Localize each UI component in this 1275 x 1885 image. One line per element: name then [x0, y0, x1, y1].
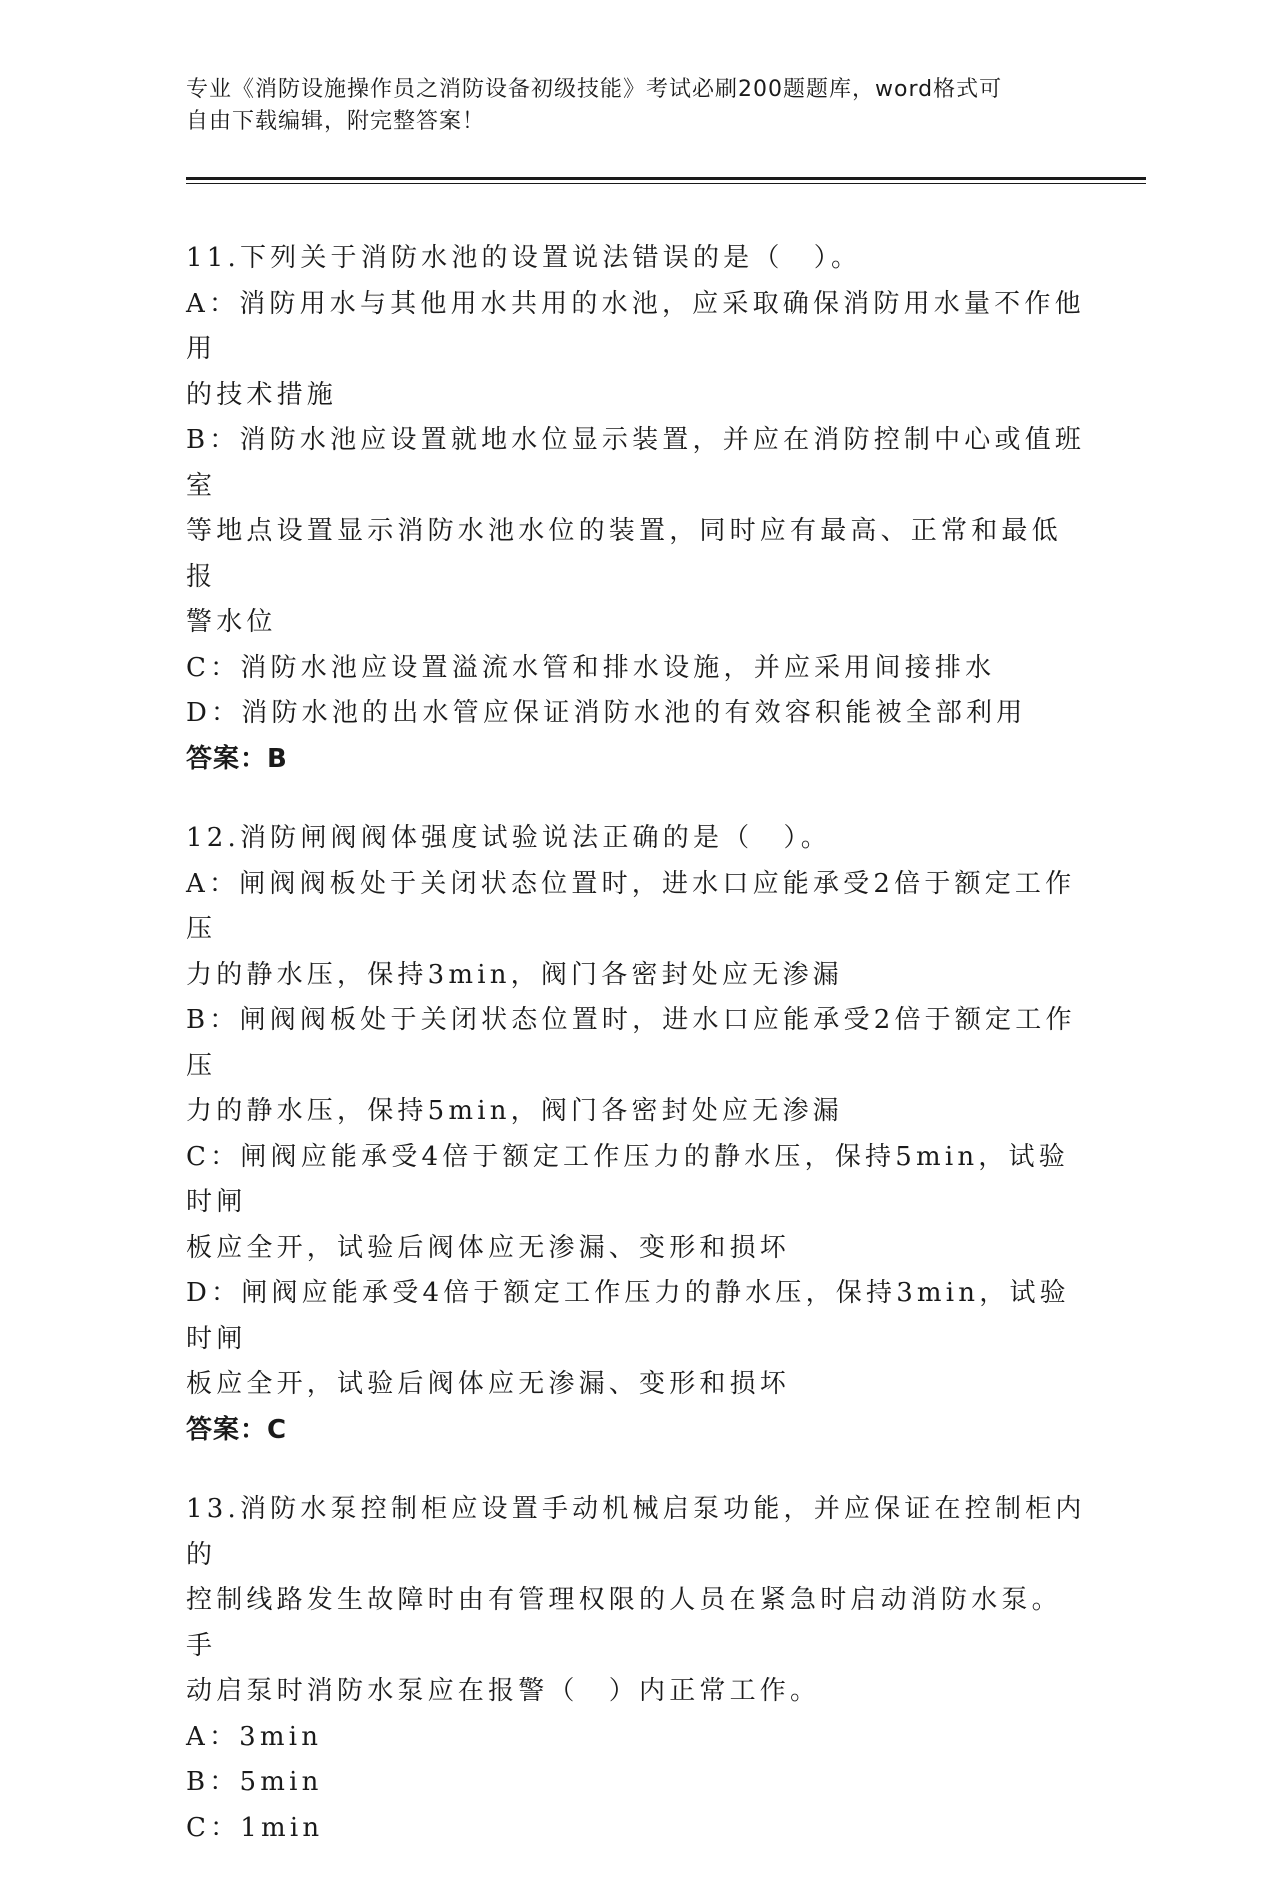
header-divider-thin [186, 183, 1146, 184]
question-stem: 11.下列关于消防水池的设置说法错误的是（ ）。 [186, 243, 862, 273]
option-a: A：消防用水与其他用水共用的水池，应采取确保消防用水量不作他用 [186, 288, 1085, 364]
option-b: B：消防水池应设置就地水位显示装置，并应在消防控制中心或值班室 [186, 425, 1086, 501]
header-divider-thick [186, 177, 1146, 180]
option-b-continued: 等地点设置显示消防水池水位的装置，同时应有最高、正常和最低报 [186, 516, 1062, 592]
option-b-continued: 力的静水压，保持5min，阀门各密封处应无渗漏 [186, 1096, 843, 1126]
option-a: A：3min [186, 1721, 323, 1752]
option-c: C：消防水池应设置溢流水管和排水设施，并应采用间接排水 [186, 652, 996, 683]
question-stem: 12.消防闸阀阀体强度试验说法正确的是（ ）。 [186, 823, 831, 853]
question-11 [186, 236, 1086, 782]
option-a-continued: 的技术措施 [186, 379, 338, 410]
question-stem-continued: 控制线路发生故障时由有管理权限的人员在紧急时启动消防水泵。手 [186, 1585, 1062, 1661]
question-list [186, 236, 1086, 1885]
question-13 [186, 1487, 1086, 1851]
header-line-1: 专业《消防设施操作员之消防设备初级技能》考试必刷200题题库，word格式可 [186, 77, 1003, 102]
answer-label: 答案：B [186, 743, 288, 774]
option-b: B：闸阀阀板处于关闭状态位置时，进水口应能承受2倍于额定工作压 [186, 1005, 1076, 1081]
option-b-continued: 警水位 [186, 607, 277, 637]
option-d: D：闸阀应能承受4倍于额定工作压力的静水压，保持3min，试验时闸 [186, 1278, 1070, 1354]
document-header [186, 74, 1086, 138]
option-c: C：闸阀应能承受4倍于额定工作压力的静水压，保持5min，试验时闸 [186, 1141, 1069, 1217]
option-a-continued: 力的静水压，保持3min，阀门各密封处应无渗漏 [186, 959, 843, 990]
option-c-continued: 板应全开，试验后阀体应无渗漏、变形和损坏 [186, 1232, 791, 1263]
header-line-2: 自由下载编辑，附完整答案！ [186, 109, 486, 134]
question-stem: 13.消防水泵控制柜应设置手动机械启泵功能，并应保证在控制柜内的 [186, 1494, 1086, 1570]
option-d: D：消防水池的出水管应保证消防水池的有效容积能被全部利用 [186, 698, 1027, 728]
question-12 [186, 816, 1086, 1453]
question-stem-continued: 动启泵时消防水泵应在报警（ ）内正常工作。 [186, 1676, 821, 1706]
option-c: C：1min [186, 1812, 324, 1843]
option-d-continued: 板应全开，试验后阀体应无渗漏、变形和损坏 [186, 1369, 791, 1399]
option-a: A：闸阀阀板处于关闭状态位置时，进水口应能承受2倍于额定工作压 [186, 868, 1076, 944]
answer-label: 答案：C [186, 1414, 288, 1445]
option-b: B：5min [186, 1767, 323, 1797]
